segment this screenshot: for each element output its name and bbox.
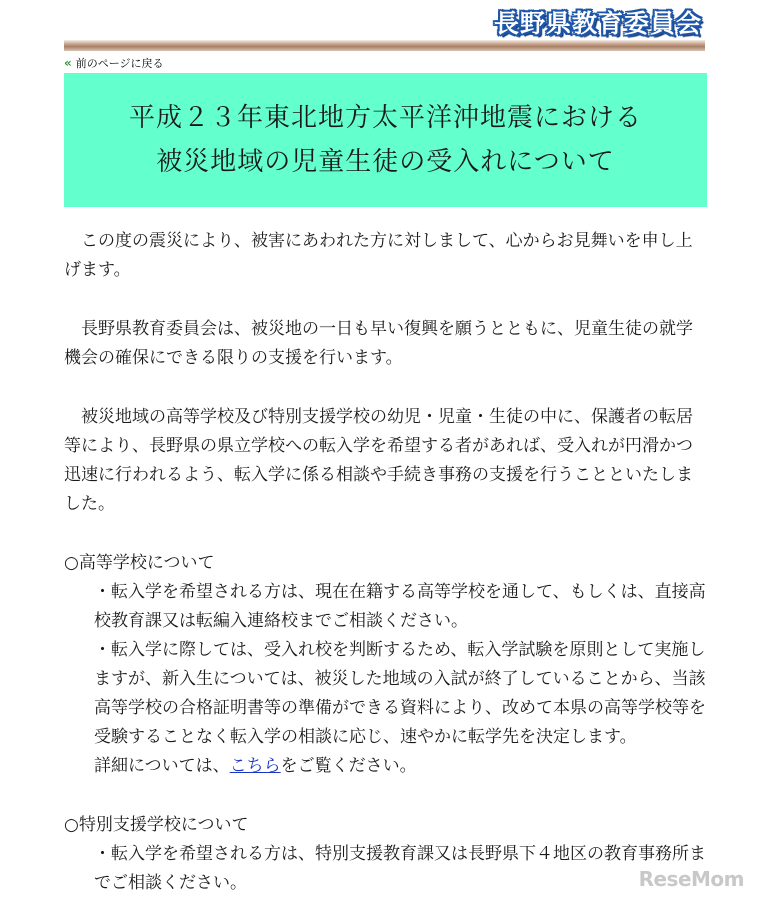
support-paragraph: 長野県教育委員会は、被災地の一日も早い復興を願うとともに、児童生徒の就学機会の確保にできる限りの支援を行います。 — [64, 319, 693, 368]
title-banner — [64, 73, 707, 207]
header-divider — [64, 40, 705, 51]
page-title-line2: 被災地域の児童生徒の受入れについて — [156, 147, 615, 177]
back-link-label: 前のページに戻る — [75, 57, 164, 70]
back-link[interactable] — [64, 55, 164, 71]
special-school-heading: ○特別支援学校について — [64, 815, 249, 835]
chevron-left-icon: « — [64, 56, 72, 70]
high-school-bullet-1: ・転入学を希望される方は、現在在籍する高等学校を通して、もしくは、直接高校教育課又は転編入連絡校までご相談ください。 — [94, 582, 706, 631]
nagano-board-of-education-logo[interactable]: 長野県教育委員会 — [493, 9, 702, 38]
main-content — [64, 227, 707, 898]
high-school-heading: ○高等学校について — [64, 553, 215, 573]
resemom-watermark: ReseMom — [638, 867, 744, 891]
detail-prefix: 詳細については、 — [94, 756, 230, 776]
transfer-paragraph: 被災地域の高等学校及び特別支援学校の幼児・児童・生徒の中に、保護者の転居等により、長野県の県立学校への転入学を希望する者があれば、受入れが円滑かつ迅速に行われるよう、転入学に係る相談や手続き事務の支援を行うことといたしました。 — [64, 407, 693, 514]
high-school-bullet-2: ・転入学に際しては、受入れ校を判断するため、転入学試験を原則として実施しますが、新入生については、被災した地域の入試が終了していることから、当該高等学校の合格証明書等の準備ができる資料により、改めて本県の高等学校等を受験することなく転入学の相談に応じ、速やかに転学先を決定します。 — [94, 640, 706, 747]
condolence-paragraph: この度の震災により、被害にあわれた方に対しまして、心からお見舞いを申し上げます。 — [64, 231, 693, 280]
details-link[interactable]: こちら — [229, 756, 281, 776]
special-school-bullet-1: ・転入学を希望される方は、特別支援教育課又は長野県下４地区の教育事務所までご相談ください。 — [94, 844, 706, 893]
high-school-detail — [94, 752, 707, 781]
detail-suffix: をご覧ください。 — [280, 756, 417, 776]
page-title-line1: 平成２３年東北地方太平洋沖地震における — [128, 103, 642, 133]
